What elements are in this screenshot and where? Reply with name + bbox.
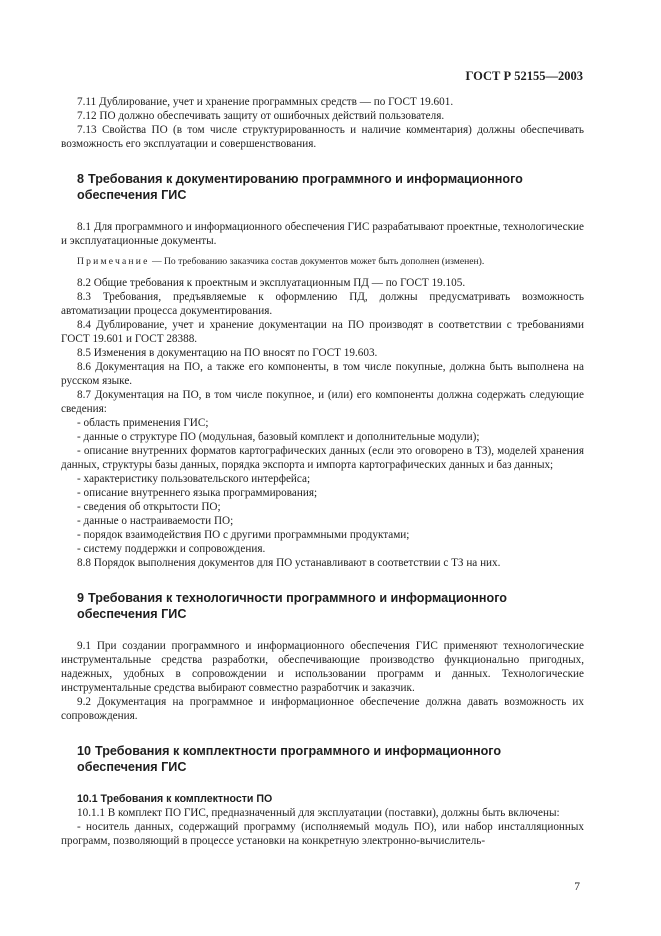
paragraph: 9.2 Документация на программное и информационное обеспечение должна давать возможность их сопровождения.	[61, 696, 584, 722]
list-item: - носитель данных, содержащий программу (исполняемый модуль ПО), или набор инсталляционных программ, позволяющий в процессе установки на конкретную электронно-вычислитель-	[61, 821, 584, 847]
paragraph: 7.13 Свойства ПО (в том числе структурированность и наличие комментария) должны обеспечивать возможность его эксплуатации и совершенствования.	[61, 124, 584, 150]
section-number: 9	[77, 591, 85, 605]
list-item: - данные о структуре ПО (модульная, базовый комплект и дополнительные модули);	[77, 431, 480, 443]
paragraph: 7.12 ПО должно обеспечивать защиту от ошибочных действий пользователя.	[77, 110, 445, 122]
section-heading	[77, 744, 584, 775]
list-item: - характеристику пользовательского интерфейса;	[77, 473, 311, 485]
section-title: Требования к технологичности программного и информационного обеспечения ГИС	[77, 591, 507, 621]
paragraph: 8.4 Дублирование, учет и хранение документации на ПО производят в соответствии с требованиями ГОСТ 19.601 и ГОСТ 28388.	[61, 319, 584, 345]
paragraph: 8.1 Для программного и информационного обеспечения ГИС разрабатывают проектные, технологические и эксплуатационные документы.	[61, 221, 584, 247]
paragraph: 8.3 Требования, предъявляемые к оформлению ПД, должны предусматривать возможность автоматизации процесса документирования.	[61, 291, 584, 317]
section-heading	[77, 172, 584, 203]
list-item: - описание внутреннего языка программирования;	[77, 487, 318, 499]
paragraph: 9.1 При создании программного и информационного обеспечения ГИС применяют технологические инструментальные средства разработки, обеспечивающие производство функционально пригодных, надежных, удобных в сопровождении и использовании программ и данных. Технологические инструментальные средства выбирают совместно разработчик и заказчик.	[61, 640, 584, 694]
section-title: Требования к документированию программного и информационного обеспечения ГИС	[77, 172, 523, 202]
list-item: - сведения об открытости ПО;	[77, 501, 221, 513]
list-item: - порядок взаимодействия ПО с другими программными продуктами;	[77, 529, 410, 541]
page-number: 7	[574, 881, 580, 893]
note	[61, 255, 584, 269]
paragraph: 8.5 Изменения в документацию на ПО вносят по ГОСТ 19.603.	[77, 347, 378, 359]
list-item: - данные о настраиваемости ПО;	[77, 515, 234, 527]
list-item: - систему поддержки и сопровождения.	[77, 543, 266, 555]
list-item: - область применения ГИС;	[77, 417, 209, 429]
note-label: Примечание	[77, 256, 150, 267]
paragraph: 8.7 Документация на ПО, в том числе покупное, и (или) его компоненты должна содержать следующие сведения:	[61, 389, 584, 415]
section-number: 10	[77, 744, 92, 758]
section-heading	[77, 591, 584, 622]
paragraph: 8.8 Порядок выполнения документов для ПО устанавливают в соответствии с ТЗ на них.	[77, 557, 501, 569]
list-item: - описание внутренних форматов картографических данных (если это оговорено в ТЗ), моделей хранения данных, структуры базы данных, порядка экспорта и импорта картографических данных и баз данных;	[61, 445, 584, 471]
paragraph: 8.6 Документация на ПО, а также его компоненты, в том числе покупные, должна быть выполнена на русском языке.	[61, 361, 584, 387]
paragraph: 10.1.1 В комплект ПО ГИС, предназначенный для эксплуатации (поставки), должны быть включены:	[77, 807, 560, 819]
section-number: 8	[77, 172, 85, 186]
document-header-standard-id: ГОСТ Р 52155—2003	[465, 69, 583, 83]
subsection-heading: 10.1 Требования к комплектности ПО	[77, 793, 273, 805]
paragraph: 8.2 Общие требования к проектным и эксплуатационным ПД — по ГОСТ 19.105.	[77, 277, 466, 289]
note-text: — По требованию заказчика состав документов может быть дополнен (изменен).	[149, 256, 485, 267]
section-title: Требования к комплектности программного и информационного обеспечения ГИС	[77, 744, 502, 774]
document-body	[61, 95, 584, 848]
paragraph: 7.11 Дублирование, учет и хранение программных средств — по ГОСТ 19.601.	[77, 96, 454, 108]
